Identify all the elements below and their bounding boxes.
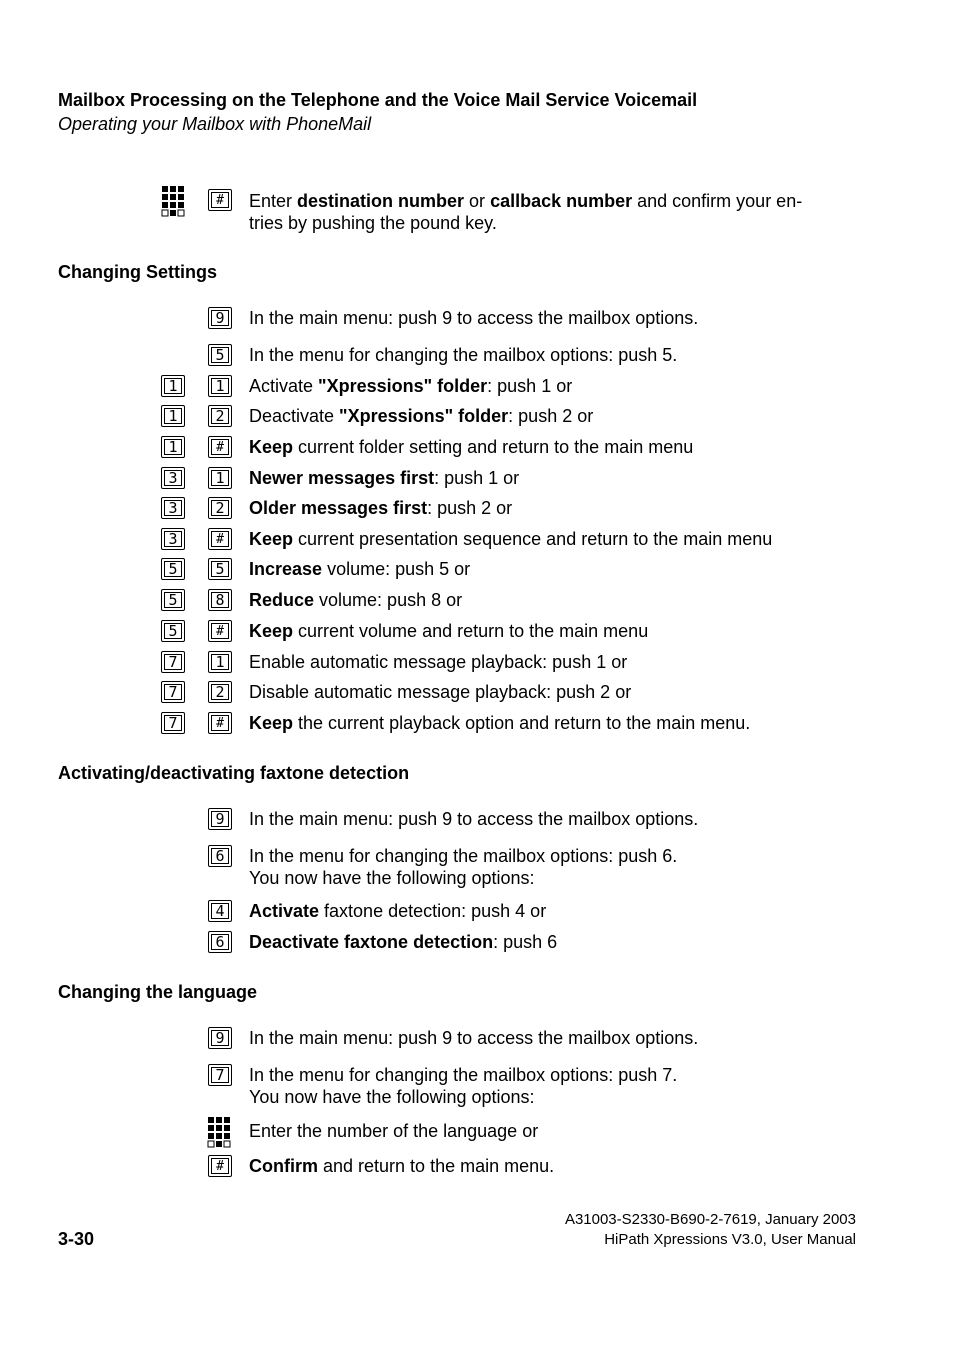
key-1: 1	[161, 436, 185, 458]
section-heading-faxtone: Activating/deactivating faxtone detection	[58, 763, 410, 783]
key-6: 6	[208, 931, 232, 953]
settings-row-text: Reduce volume: push 8 or	[249, 590, 463, 610]
key-5: 5	[208, 558, 232, 580]
key-1: 1	[208, 467, 232, 489]
intro-text: Enter destination number or callback number and confirm your en- tries by pushing the pound key.	[249, 191, 803, 233]
key-1: 1	[161, 405, 185, 427]
language-opt1-text: Enter the number of the language or	[249, 1121, 539, 1141]
page-number: 3-30	[58, 1229, 95, 1249]
settings-row-text: Keep current folder setting and return to the main menu	[249, 437, 694, 457]
key-2: 2	[208, 405, 232, 427]
pound-key: #	[208, 189, 232, 211]
key-6: 6	[208, 845, 232, 867]
language-step2-text: In the menu for changing the mailbox options: push 7. You now have the following options:	[249, 1065, 678, 1107]
settings-row-text: Keep the current playback option and return to the main menu.	[249, 713, 751, 733]
settings-row-text: Activate "Xpressions" folder: push 1 or	[249, 376, 573, 396]
key-1: 1	[208, 375, 232, 397]
keypad-icon	[207, 1116, 233, 1146]
key-1: 1	[208, 651, 232, 673]
settings-row-text: Increase volume: push 5 or	[249, 559, 471, 579]
language-opt2-text: Confirm and return to the main menu.	[249, 1156, 555, 1176]
key-9: 9	[208, 307, 232, 329]
key-5: 5	[208, 344, 232, 366]
key-pound: #	[208, 712, 232, 734]
settings-row-text: Disable automatic message playback: push 2 or	[249, 682, 632, 702]
key-2: 2	[208, 497, 232, 519]
faxtone-opt1-text: Activate faxtone detection: push 4 or	[249, 901, 547, 921]
key-2: 2	[208, 681, 232, 703]
faxtone-step2-text: In the menu for changing the mailbox options: push 6. You now have the following options:	[249, 846, 678, 888]
key-7: 7	[161, 651, 185, 673]
settings-step1-text: In the main menu: push 9 to access the mailbox options.	[249, 308, 699, 328]
settings-row-text: Keep current presentation sequence and return to the main menu	[249, 529, 773, 549]
key-3: 3	[161, 467, 185, 489]
key-1: 1	[161, 375, 185, 397]
language-step1-text: In the main menu: push 9 to access the mailbox options.	[249, 1028, 699, 1048]
key-5: 5	[161, 558, 185, 580]
faxtone-opt2-text: Deactivate faxtone detection: push 6	[249, 932, 558, 952]
key-pound: #	[208, 620, 232, 642]
footer-manual: HiPath Xpressions V3.0, User Manual	[604, 1231, 856, 1248]
key-5: 5	[161, 620, 185, 642]
section-heading-settings: Changing Settings	[58, 262, 217, 282]
key-7: 7	[161, 681, 185, 703]
key-8: 8	[208, 589, 232, 611]
key-7: 7	[161, 712, 185, 734]
key-9: 9	[208, 1027, 232, 1049]
key-4: 4	[208, 900, 232, 922]
key-3: 3	[161, 497, 185, 519]
settings-row-text: Deactivate "Xpressions" folder: push 2 or	[249, 406, 594, 426]
settings-row-text: Older messages first: push 2 or	[249, 498, 513, 518]
footer-doc-id: A31003-S2330-B690-2-7619, January 2003	[564, 1211, 856, 1228]
key-7: 7	[208, 1064, 232, 1086]
page-header-title: Mailbox Processing on the Telephone and the Voice Mail Service Voicemail	[58, 90, 698, 110]
key-9: 9	[208, 808, 232, 830]
settings-row-text: Enable automatic message playback: push 1 or	[249, 652, 628, 672]
key-pound: #	[208, 528, 232, 550]
settings-step2-text: In the menu for changing the mailbox options: push 5.	[249, 345, 678, 365]
section-heading-language: Changing the language	[58, 982, 258, 1002]
settings-row-text: Keep current volume and return to the main menu	[249, 621, 649, 641]
keypad-icon	[161, 185, 187, 215]
faxtone-step1-text: In the main menu: push 9 to access the mailbox options.	[249, 809, 699, 829]
key-pound: #	[208, 436, 232, 458]
page-header-subtitle: Operating your Mailbox with PhoneMail	[58, 114, 372, 134]
key-5: 5	[161, 589, 185, 611]
settings-row-text: Newer messages first: push 1 or	[249, 468, 520, 488]
key-3: 3	[161, 528, 185, 550]
pound-key: #	[208, 1155, 232, 1177]
